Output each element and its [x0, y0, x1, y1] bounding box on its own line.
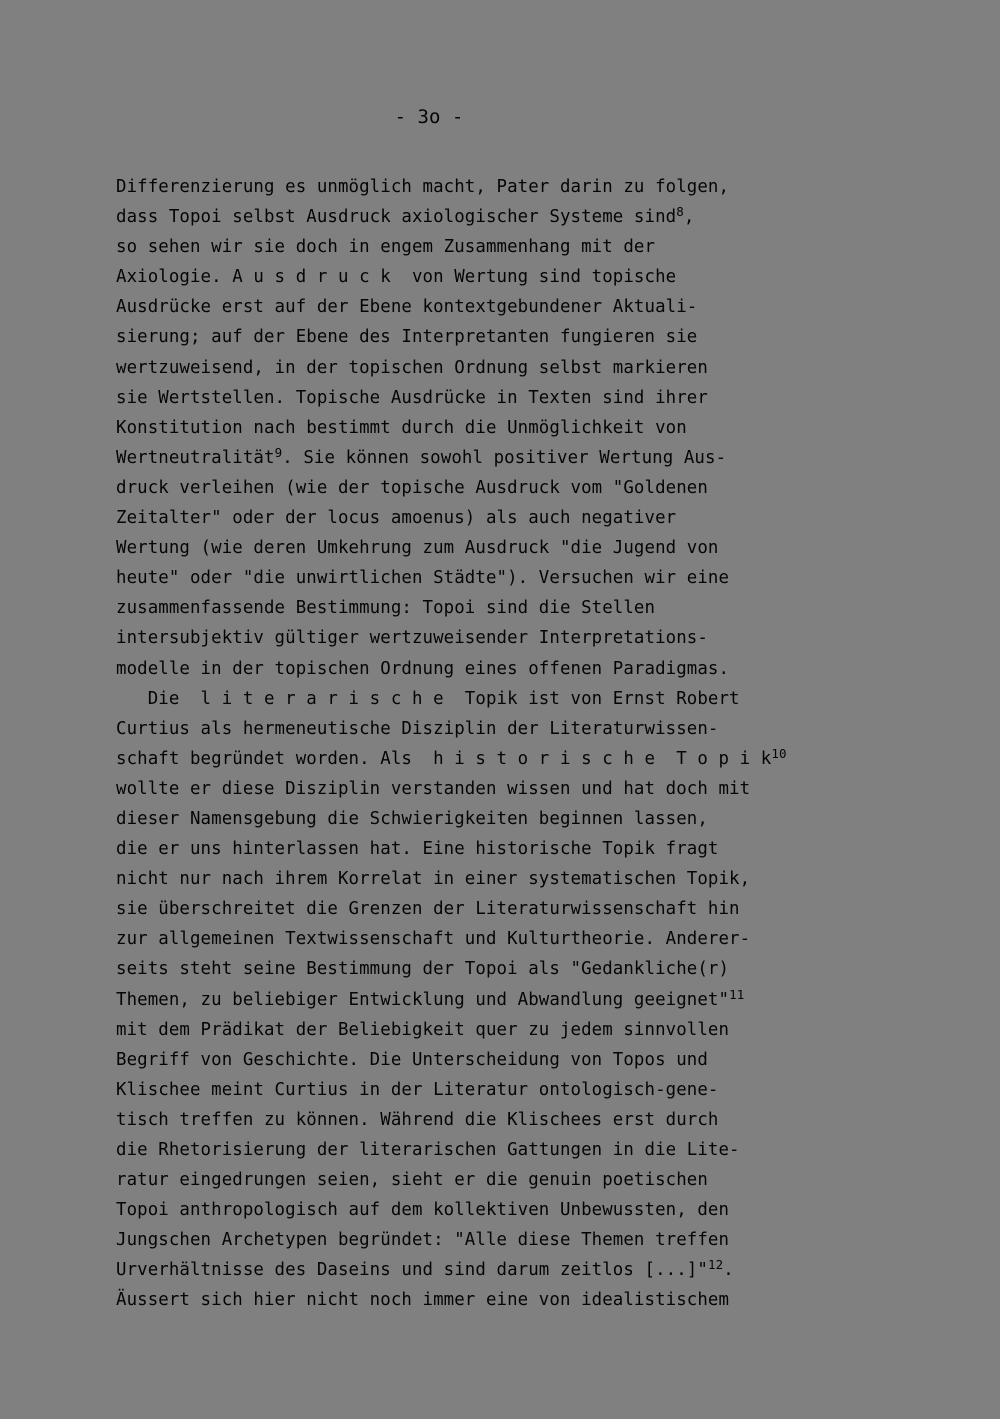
text-run: seits steht seine Bestimmung der Topoi als "Gedankliche(r)	[116, 959, 730, 980]
text-line	[116, 834, 876, 864]
text-run: Ausdrücke erst auf der Ebene kontextgebundener Aktuali-	[116, 297, 698, 318]
text-line	[116, 1255, 876, 1285]
text-line	[116, 804, 876, 834]
text-line	[116, 593, 876, 623]
text-run: schaft begründet worden. Als h i s t o r i s c h e T o p i k	[116, 748, 772, 769]
text-run: zusammenfassende Bestimmung: Topoi sind die Stellen	[116, 598, 656, 619]
text-run: Begriff von Geschichte. Die Unterscheidung von Topos und	[116, 1049, 708, 1070]
text-run: die Rhetorisierung der literarischen Gattungen in die Lite-	[116, 1140, 740, 1160]
text-run: dass Topoi selbst Ausdruck axiologischer Systeme sind	[116, 207, 677, 228]
footnote-marker: 12	[707, 1257, 724, 1273]
text-line	[116, 924, 876, 954]
text-run: zur allgemeinen Textwissenschaft und Kulturtheorie. Anderer-	[116, 929, 751, 950]
text-line	[116, 383, 876, 413]
text-run: Wertneutralität	[116, 447, 275, 468]
text-run: nicht nur nach ihrem Korrelat in einer systematischen Topik,	[116, 869, 751, 890]
text-line	[116, 1135, 876, 1165]
text-line	[116, 563, 876, 593]
text-run: Urverhältnisse des Daseins und sind darum zeitlos [...]"	[116, 1260, 708, 1281]
text-run: Jungschen Archetypen begründet: "Alle diese Themen treffen	[116, 1230, 730, 1251]
text-run: modelle in der topischen Ordnung eines offenen Paradigmas.	[116, 658, 730, 679]
page-number: - 3o -	[394, 106, 464, 128]
text-run: Äussert sich hier nicht noch immer eine von idealistischem	[116, 1290, 730, 1311]
footnote-marker: 9	[274, 444, 283, 460]
text-run: intersubjektiv gültiger wertzuweisender Interpretations-	[116, 628, 708, 649]
text-line	[116, 322, 876, 352]
text-line	[116, 985, 876, 1015]
text-run: Axiologie. A u s d r u c k von Wertung sind topische	[116, 267, 677, 288]
text-line	[116, 172, 876, 202]
text-line	[116, 1195, 876, 1225]
text-line	[116, 1015, 876, 1045]
text-line	[116, 353, 876, 383]
text-line	[116, 1075, 876, 1105]
text-run: sierung; auf der Ebene des Interpretanten fungieren sie	[116, 327, 698, 348]
body-text	[116, 172, 876, 1316]
footnote-marker: 10	[771, 745, 787, 761]
text-line	[116, 894, 876, 924]
text-run: .	[723, 1260, 734, 1281]
text-line	[116, 744, 876, 774]
footnote-marker: 8	[676, 204, 684, 220]
text-run: tisch treffen zu können. Während die Klischees erst durch	[116, 1109, 719, 1130]
text-run: dieser Namensgebung die Schwierigkeiten beginnen lassen,	[116, 808, 708, 829]
text-run: druck verleihen (wie der topische Ausdruck vom "Goldenen	[116, 477, 708, 498]
text-run: . Sie können sowohl positiver Wertung Aus-	[282, 447, 727, 468]
text-line	[116, 202, 876, 232]
text-run: so sehen wir sie doch in engem Zusammenhang mit der	[116, 237, 656, 258]
text-line	[116, 954, 876, 984]
text-run: ,	[683, 207, 695, 228]
text-run: Topoi anthropologisch auf dem kollektiven Unbewussten, den	[116, 1200, 730, 1221]
text-line	[116, 864, 876, 894]
text-run: mit dem Prädikat der Beliebigkeit quer zu jedem sinnvollen	[116, 1019, 730, 1040]
text-run: Konstitution nach bestimmt durch die Unmöglichkeit von	[116, 417, 687, 438]
text-run: die er uns hinterlassen hat. Eine historische Topik fragt	[116, 839, 719, 860]
text-line	[116, 1165, 876, 1195]
text-line	[116, 623, 876, 653]
footnote-marker: 11	[729, 986, 745, 1002]
text-line	[116, 232, 876, 262]
text-line	[116, 262, 876, 292]
text-line	[116, 1045, 876, 1075]
text-run: Wertung (wie deren Umkehrung zum Ausdruck "die Jugend von	[116, 538, 719, 559]
text-run: Klischee meint Curtius in der Literatur ontologisch-gene-	[116, 1079, 719, 1100]
text-run: sie Wertstellen. Topische Ausdrücke in Texten sind ihrer	[116, 387, 708, 408]
text-line	[116, 1285, 876, 1315]
text-line	[116, 533, 876, 563]
text-line	[116, 292, 876, 322]
text-run: Themen, zu beliebiger Entwicklung und Abwandlung geeignet"	[116, 989, 730, 1010]
text-line	[116, 1105, 876, 1135]
text-line	[116, 473, 876, 503]
text-line	[116, 774, 876, 804]
text-line	[116, 503, 876, 533]
text-run: Die l i t e r a r i s c h e Topik ist von Ernst Robert	[116, 688, 740, 709]
text-line	[116, 443, 876, 473]
text-run: Differenzierung es unmöglich macht, Pater darin zu folgen,	[116, 177, 730, 197]
text-run: Zeitalter" oder der locus amoenus) als auch negativer	[116, 508, 677, 529]
text-line	[116, 413, 876, 443]
text-line	[116, 654, 876, 684]
text-line	[116, 714, 876, 744]
text-run: wollte er diese Disziplin verstanden wissen und hat doch mit	[116, 778, 751, 799]
text-run: wertzuweisend, in der topischen Ordnung selbst markieren	[116, 357, 708, 378]
text-run: sie überschreitet die Grenzen der Literaturwissenschaft hin	[116, 899, 740, 920]
text-line	[116, 1225, 876, 1255]
text-run: ratur eingedrungen seien, sieht er die genuin poetischen	[116, 1170, 708, 1191]
text-run: heute" oder "die unwirtlichen Städte"). Versuchen wir eine	[116, 568, 730, 589]
text-line	[116, 684, 876, 714]
text-run: Curtius als hermeneutische Disziplin der Literaturwissen-	[116, 718, 719, 739]
